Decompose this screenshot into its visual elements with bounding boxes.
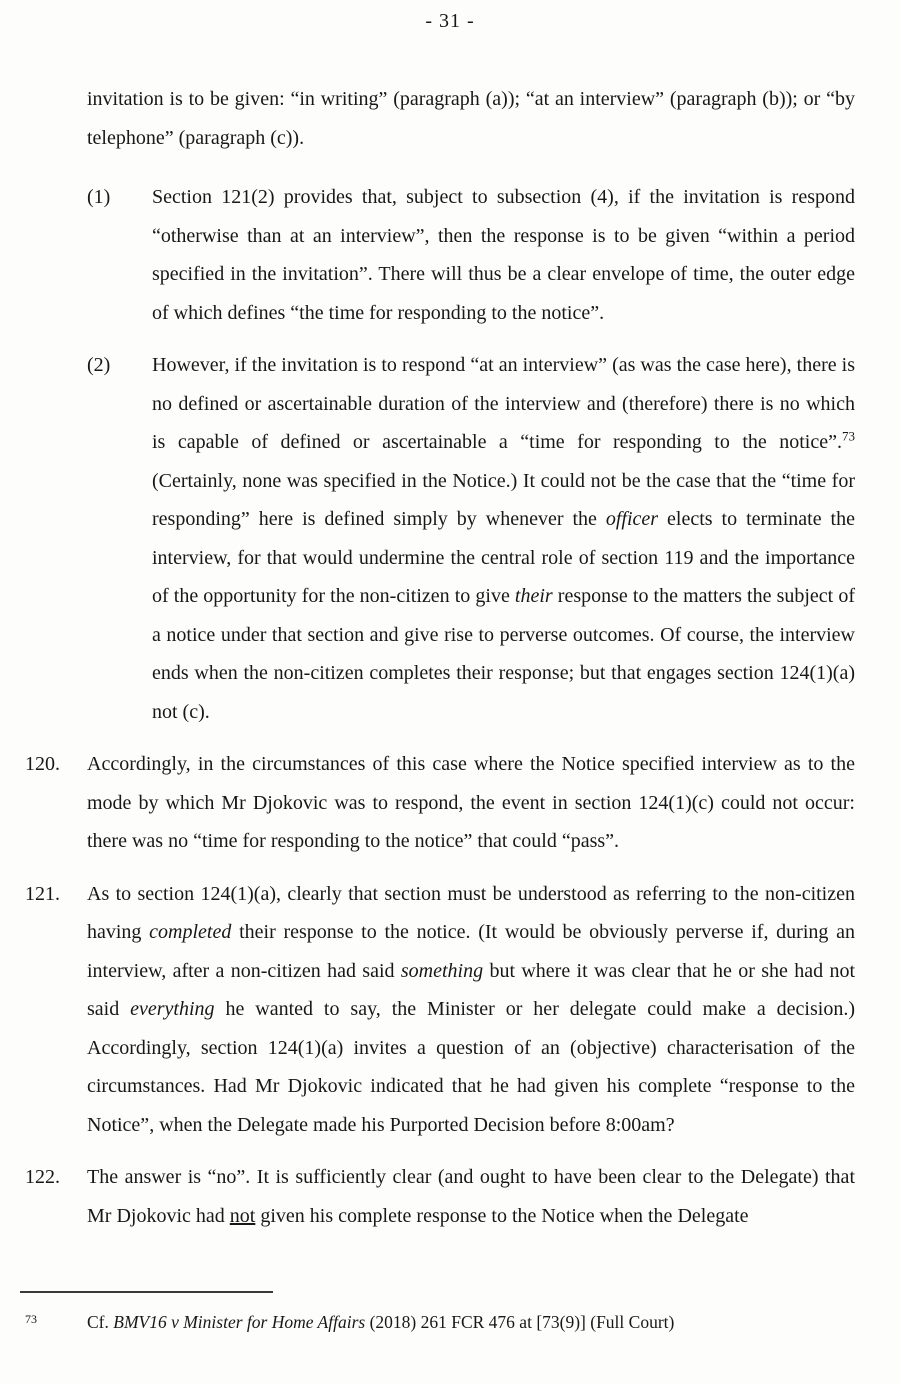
text-segment: Accordingly, in the circumstances of this case where the Notice specified interview as to the mode by which Mr Djokovic was to respond, the event in section 124(1)(c) could not occur: there was no “time for responding to the notice” that could “pass”. bbox=[87, 753, 855, 852]
text-segment: Section 121(2) provides that, subject to subsection (4), if the invitation is respond “otherwise than at an interview”, then the response is to be given “within a period specified in the invitation”. There will thus be a clear envelope of time, the outer edge of which defines “the time for responding to the notice”. bbox=[152, 186, 855, 324]
text-segment-underline: not bbox=[229, 1204, 256, 1227]
paragraph-text bbox=[152, 186, 855, 324]
text-segment-italic: BMV16 v Minister for Home Affairs bbox=[113, 1312, 366, 1332]
paragraph bbox=[25, 875, 856, 1145]
text-segment: he wanted to say, the Minister or her delegate could make a decision.) Accordingly, section 124(1)(a) invites a question of an (objective) characterisation of the circumstances. Had Mr Djokovic indicated that he had given his complete “response to the Notice”, when the Delegate made his Purported Decision before 8:00am? bbox=[87, 998, 855, 1136]
text-segment: their response to the notice. (It would be obviously perverse if, during an interview, after a non-citizen had said bbox=[87, 921, 856, 982]
text-segment: response to the matters the subject of a notice under that section and give rise to perverse outcomes. Of course, the interview ends when the non-citizen completes their response; but that engages section 124(1)(a) not (c). bbox=[152, 585, 855, 723]
paragraph bbox=[25, 745, 855, 861]
page-number: - 31 - bbox=[425, 10, 475, 32]
paragraph bbox=[87, 346, 855, 731]
paragraph-text bbox=[87, 88, 855, 149]
paragraph-list bbox=[25, 80, 856, 1249]
paragraph-text bbox=[87, 753, 855, 852]
paragraph-marker: (2) bbox=[87, 354, 111, 376]
text-segment: The answer is “no”. It is sufficiently clear (and ought to have been clear to the Delegate) that Mr Djokovic had bbox=[87, 1166, 855, 1227]
text-segment-italic: something bbox=[400, 959, 484, 982]
text-segment-italic: officer bbox=[605, 508, 659, 530]
text-segment: (Certainly, none was specified in the Notice.) It could not be the case that the “time for responding” here is defined simply by whenever the bbox=[152, 469, 855, 530]
text-segment: (2018) 261 FCR 476 at [73(9)] (Full Court) bbox=[365, 1312, 675, 1332]
paragraph-text bbox=[87, 1166, 855, 1227]
text-segment: elects to terminate the interview, for that would undermine the central role of section 119 and the importance of the opportunity for the non-citizen to give bbox=[152, 508, 855, 607]
paragraph-marker: 121. bbox=[25, 882, 60, 905]
text-segment-italic: everything bbox=[130, 998, 215, 1020]
paragraph bbox=[87, 80, 855, 157]
paragraph-marker: 122. bbox=[25, 1166, 60, 1188]
text-segment: Cf. bbox=[87, 1312, 114, 1332]
paragraph bbox=[25, 1158, 855, 1235]
footnote-area bbox=[20, 1291, 855, 1334]
text-segment: but where it was clear that he or she had not said bbox=[87, 959, 855, 1020]
paragraph-text bbox=[152, 354, 855, 723]
text-segment: As to section 124(1)(a), clearly that section must be understood as referring to the non-citizen having bbox=[87, 882, 855, 943]
text-segment-italic: completed bbox=[149, 921, 232, 943]
footnote-rule bbox=[20, 1291, 273, 1293]
text-segment: given his complete response to the Notice when the Delegate bbox=[255, 1204, 749, 1227]
text-segment: invitation is to be given: “in writing” (paragraph (a)); “at an interview” (paragraph (b)); or “by telephone” (paragraph (c)). bbox=[87, 88, 855, 149]
footnote-marker: 73 bbox=[25, 1312, 37, 1326]
footnote bbox=[20, 1310, 855, 1334]
footnote-text bbox=[87, 1310, 674, 1334]
paragraph-marker: (1) bbox=[87, 186, 111, 208]
text-segment: However, if the invitation is to respond “at an interview” (as was the case here), there is no defined or ascertainable duration of the interview and (therefore) there is no which is capable of defined or ascertainable a “time for responding to the notice”. bbox=[152, 354, 855, 453]
paragraph-marker: 120. bbox=[25, 753, 60, 775]
paragraph bbox=[87, 178, 855, 332]
text-segment-italic: their bbox=[514, 585, 553, 607]
paragraph-text bbox=[87, 883, 855, 1136]
text-segment-sup: 73 bbox=[842, 428, 855, 444]
